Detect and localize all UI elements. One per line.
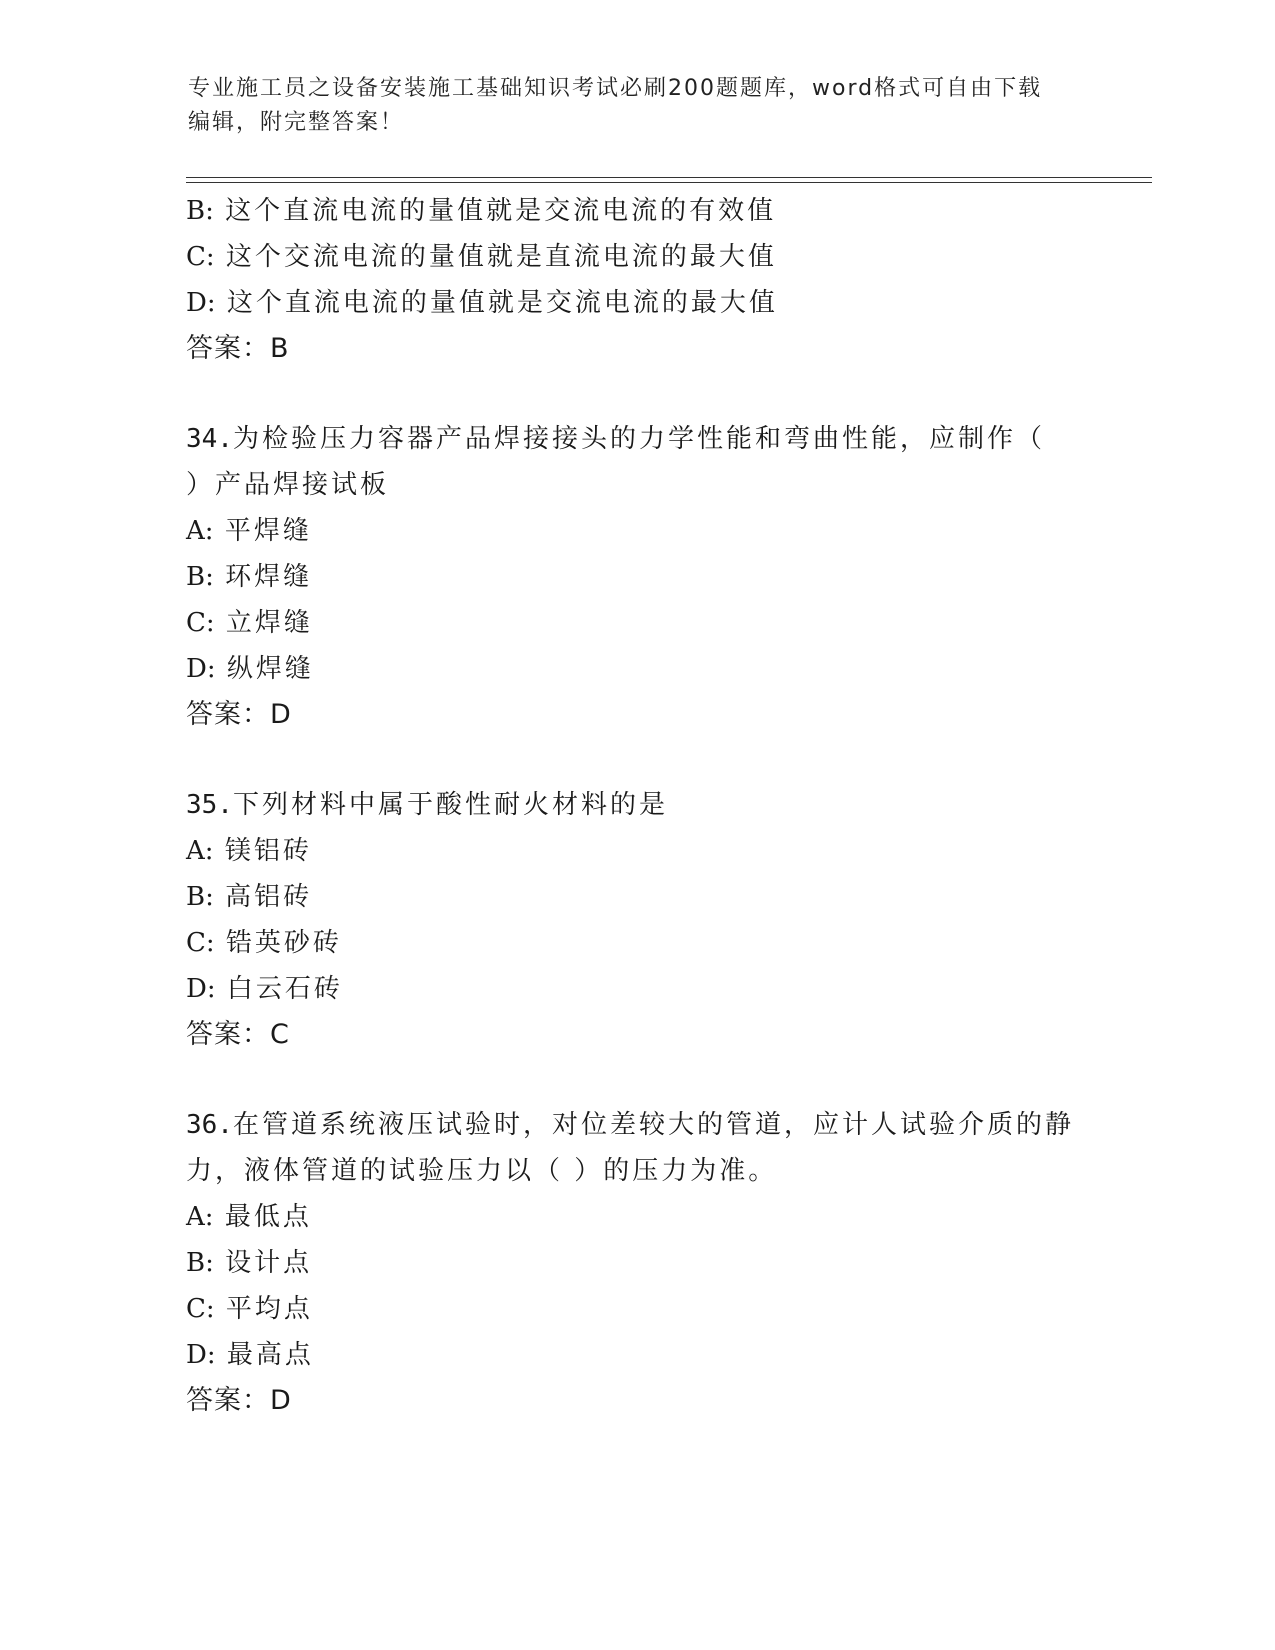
question-stem-continued: 力，液体管道的试验压力以（ ）的压力为准。 <box>186 1156 778 1186</box>
question-stem-continued: ）产品焊接试板 <box>186 470 390 500</box>
option-b: B: 环焊缝 <box>186 562 313 592</box>
answer-line: 答案：B <box>186 333 290 364</box>
option-d: D: 纵焊缝 <box>186 654 314 684</box>
option-d: D: 这个直流电流的量值就是交流电流的最大值 <box>186 288 778 318</box>
option-b: B: 设计点 <box>186 1248 313 1278</box>
option-a: A: 平焊缝 <box>186 516 312 546</box>
question-stem: 36.在管道系统液压试验时，对位差较大的管道，应计人试验介质的静 <box>186 1110 1074 1140</box>
question-stem: 34.为检验压力容器产品焊接接头的力学性能和弯曲性能，应制作（ <box>186 424 1045 454</box>
header-line-2: 编辑，附完整答案！ <box>188 110 405 135</box>
question-34 <box>186 416 1086 738</box>
header-line-1: 专业施工员之设备安装施工基础知识考试必刷200题题库，word格式可自由下载 <box>188 76 1043 101</box>
question-36 <box>186 1102 1086 1424</box>
option-c: C: 平均点 <box>186 1294 313 1324</box>
header-divider-top <box>186 177 1152 178</box>
answer-line: 答案：D <box>186 1385 292 1416</box>
answer-line: 答案：D <box>186 699 292 730</box>
answer-line: 答案：C <box>186 1019 290 1050</box>
option-c: C: 立焊缝 <box>186 608 313 638</box>
question-list <box>186 188 1086 1424</box>
option-a: A: 镁铝砖 <box>186 836 312 866</box>
option-b: B: 高铝砖 <box>186 882 313 912</box>
question-35 <box>186 782 1086 1058</box>
header-divider-bottom <box>186 182 1152 183</box>
option-a: A: 最低点 <box>186 1202 312 1232</box>
option-c: C: 锆英砂砖 <box>186 928 342 958</box>
question-stem: 35.下列材料中属于酸性耐火材料的是 <box>186 790 668 820</box>
option-d: D: 白云石砖 <box>186 974 343 1004</box>
question-fragment <box>186 188 1086 372</box>
option-b: B: 这个直流电流的量值就是交流电流的有效值 <box>186 196 777 226</box>
option-d: D: 最高点 <box>186 1340 314 1370</box>
page-header <box>188 72 1078 140</box>
option-c: C: 这个交流电流的量值就是直流电流的最大值 <box>186 242 777 272</box>
